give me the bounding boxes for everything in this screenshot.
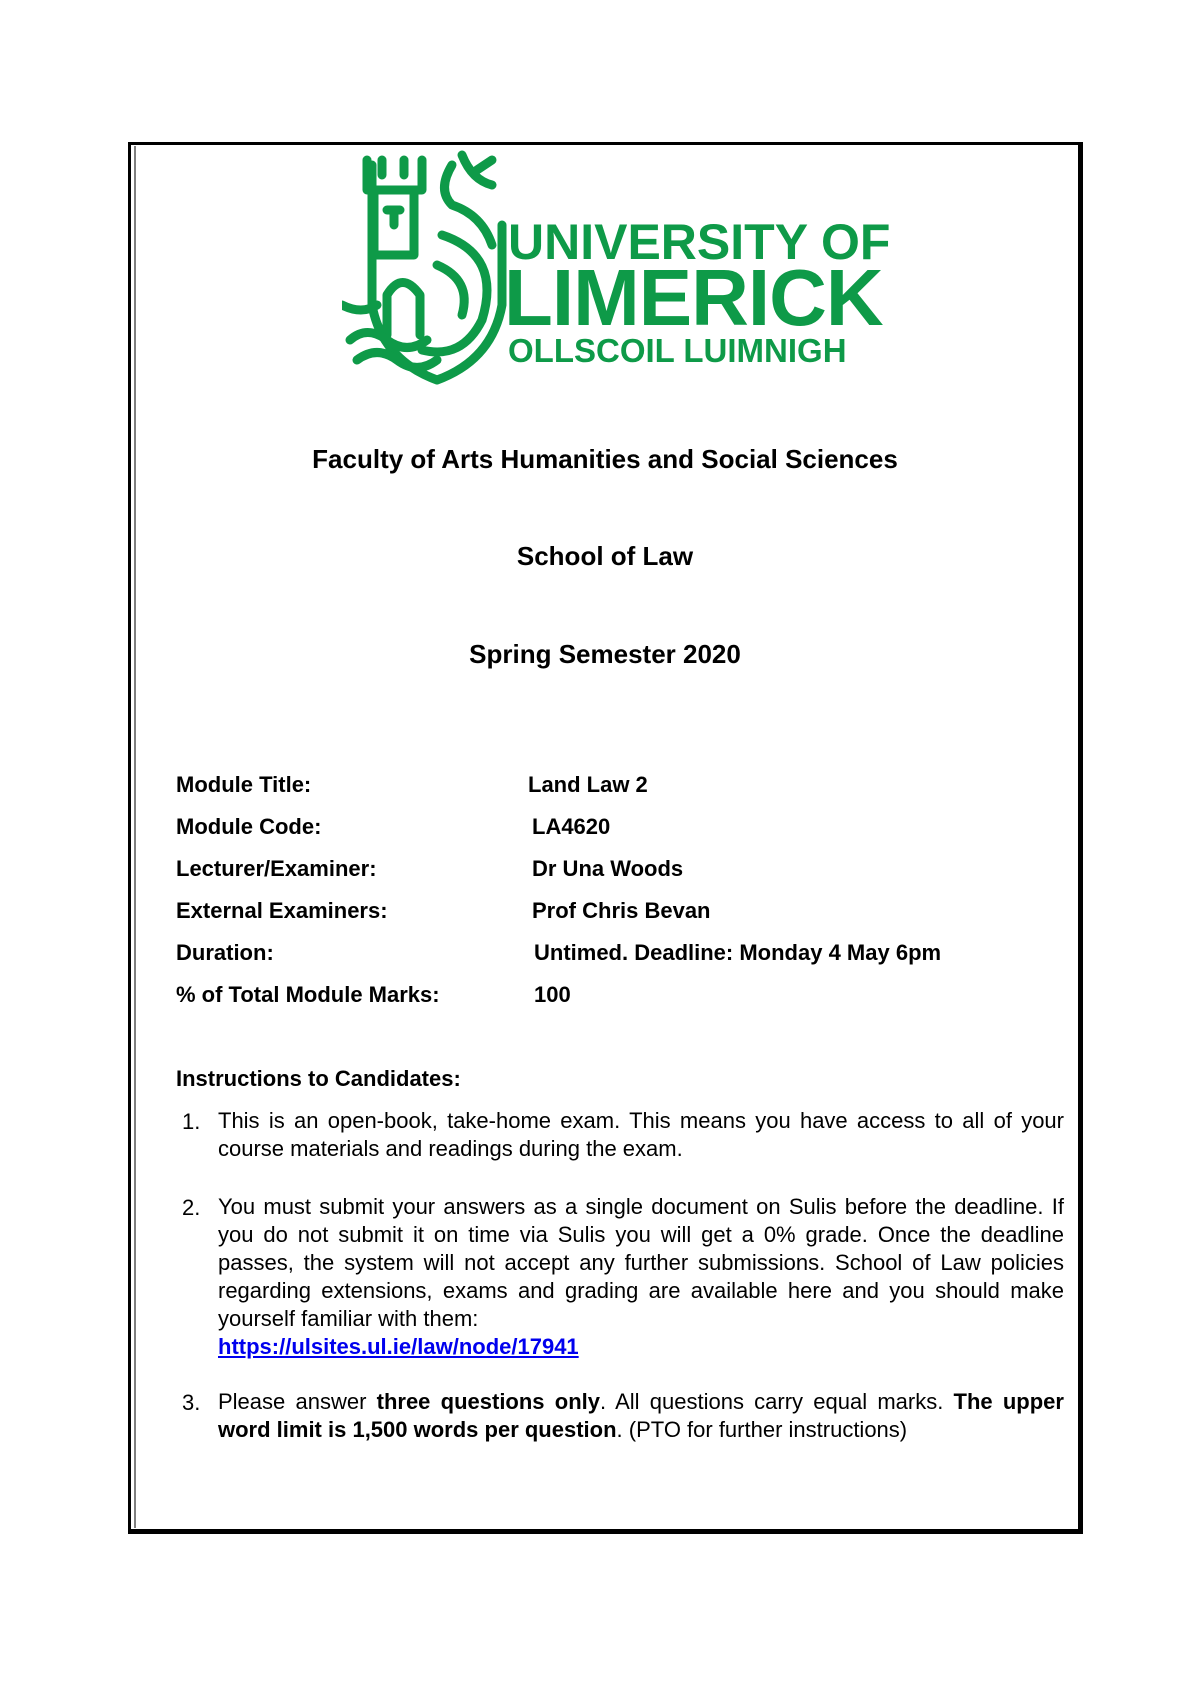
instruction-number: 2. [182, 1195, 201, 1220]
faculty-heading: Faculty of Arts Humanities and Social Sciences [312, 444, 898, 474]
meta-label-module-title: Module Title: [176, 772, 312, 797]
instruction-3-text-b: . All questions carry equal marks. [599, 1389, 954, 1414]
meta-label-marks: % of Total Module Marks: [176, 982, 440, 1007]
logo-line-ollscoil: OLLSCOIL LUIMNIGH [508, 332, 847, 369]
instructions-title: Instructions to Candidates: [176, 1066, 461, 1091]
school-heading: School of Law [516, 541, 694, 571]
instruction-3-block [218, 1388, 1064, 1444]
instruction-2-text: You must submit your answers as a single document on Sulis before the deadline. If you do not submit it on time via Sulis you will get a 0% grade. Once the deadline passes, the system will not accept any further submissions. School of Law policies regarding extensions, exams and grading are available here and you should make yourself familiar with them: [218, 1194, 1064, 1331]
meta-value-marks: 100 [534, 982, 571, 1007]
instruction-3-text-a: Please answer [218, 1389, 377, 1414]
instruction-3-bold-a: three questions only [376, 1389, 600, 1414]
meta-label-lecturer: Lecturer/Examiner: [176, 856, 377, 881]
meta-label-module-code: Module Code: [176, 814, 322, 839]
instruction-3-bold-b: The upper word limit is 1,500 words per question [218, 1389, 1064, 1442]
meta-value-lecturer: Dr Una Woods [532, 856, 684, 881]
frame-inner-line [134, 146, 136, 1528]
law-policies-link[interactable]: https://ulsites.ul.ie/law/node/17941 [218, 1334, 579, 1359]
logo-line-university-of: UNIVERSITY OF [508, 214, 891, 270]
semester-heading: Spring Semester 2020 [469, 639, 741, 669]
instruction-number: 1. [182, 1109, 201, 1134]
meta-label-duration: Duration: [176, 940, 274, 965]
meta-value-module-code: LA4620 [532, 814, 611, 839]
instruction-1-text: This is an open-book, take-home exam. This means you have access to all of your course materials and readings during the exam. [218, 1108, 1064, 1161]
meta-value-module-title: Land Law 2 [528, 772, 648, 797]
meta-value-duration: Untimed. Deadline: Monday 4 May 6pm [534, 940, 942, 965]
instruction-number: 3. [182, 1390, 201, 1415]
meta-label-external: External Examiners: [176, 898, 388, 923]
logo-line-limerick: LIMERICK [504, 253, 883, 342]
meta-value-external: Prof Chris Bevan [532, 898, 711, 923]
instruction-3-text-c: . (PTO for further instructions) [616, 1417, 908, 1442]
instruction-2-block [218, 1193, 1064, 1361]
